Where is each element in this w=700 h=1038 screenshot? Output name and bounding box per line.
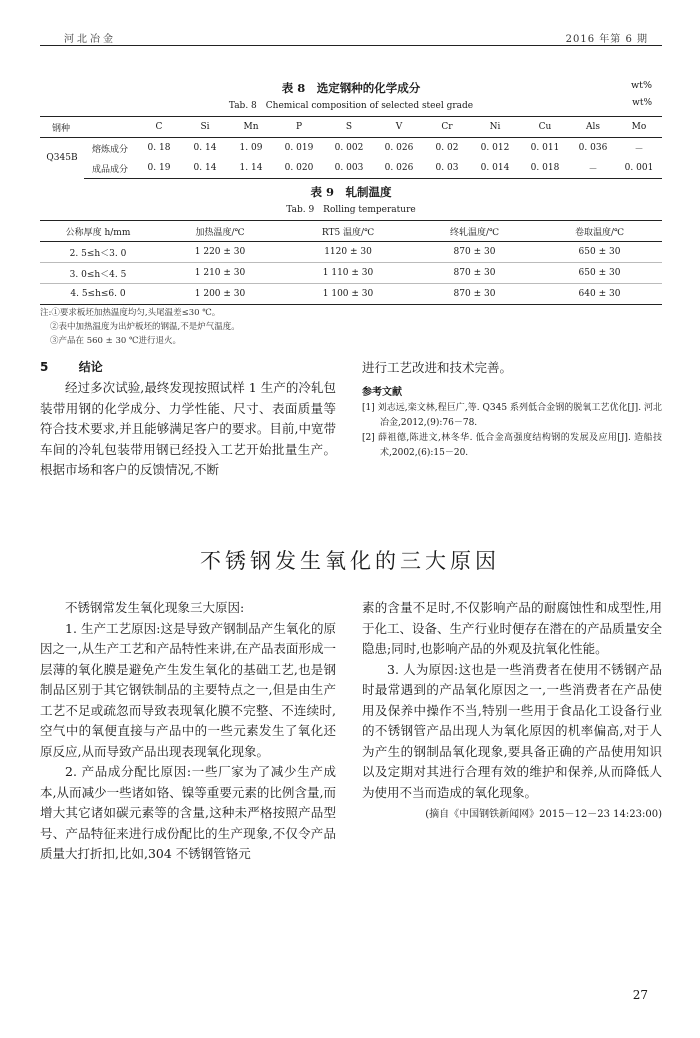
- table8-col-si: Si: [182, 117, 228, 138]
- table8-caption-en: Tab. 8 Chemical composition of selected steel grade: [228, 101, 474, 111]
- table-cell: 0. 001: [616, 158, 662, 179]
- table9: [40, 220, 662, 305]
- page-number: 27: [632, 988, 648, 1002]
- table8-unit-en: wt%: [632, 98, 652, 108]
- table8-col-cr: Cr: [424, 117, 470, 138]
- table-note: ②表中加热温度为出炉板坯的钢温,不是炉气温度。: [50, 322, 240, 332]
- table-cell: 0. 002: [334, 143, 364, 153]
- table8-col-cu: Cu: [520, 117, 570, 138]
- table8-col-als: Als: [570, 117, 616, 138]
- table-cell: 870 ± 30: [412, 284, 537, 305]
- table-cell: 0. 014: [470, 158, 520, 179]
- table-cell: 0. 018: [520, 158, 570, 179]
- table8-col-mn: Mn: [228, 117, 274, 138]
- table-cell: 1. 09: [239, 143, 263, 153]
- table9-col-rt5: RT5 温度/℃: [284, 221, 412, 242]
- table-cell: 0. 18: [147, 143, 171, 153]
- references-heading: 参考文献: [362, 386, 402, 398]
- table8-unit-cn: wt%: [631, 80, 652, 91]
- table-cell: 0. 026: [384, 143, 414, 153]
- article-paragraph: 素的含量不足时,不仅影响产品的耐腐蚀性和成型性,用于化工、设备、生产行业时便存在潜在的产品质量安全隐患;同时,也影响产品的外观及抗氧化性能。: [362, 600, 663, 656]
- table8-caption-cn: 表 8 选定钢种的化学成分: [281, 81, 421, 95]
- table9-col-thickness: 公称厚度 h/mm: [40, 221, 156, 242]
- table-cell: 成品成分: [84, 158, 136, 179]
- article-paragraph: 3. 人为原因:这也是一些消费者在使用不锈钢产品时最常遇到的产品氧化原因之一,一些消费者在产品使用及保养中操作不当,特别一些用于食品化工设备行业的不锈钢管产品出现人为氧化原因的机率偏高,对于人为产生的钢制品氧化现象,要具备正确的产品使用知识以及定期对其进行合理有效的维护和保养,从而降低人为使用不当而造成的氧化现象。: [362, 661, 662, 800]
- article-right-column: [362, 598, 662, 820]
- table-cell: 0. 03: [424, 158, 470, 179]
- table9-col-coiling: 卷取温度/℃: [537, 221, 662, 242]
- table-row: [40, 263, 662, 284]
- table-cell: 0. 026: [374, 158, 424, 179]
- table8-grade-cell: Q345B: [46, 153, 78, 164]
- table8-col-s: S: [324, 117, 374, 138]
- reference-item: [2] 薛祖德,陈进文,林冬华. 低合金高强度结构钢的发展及应用[J]. 造船技术,2002,(6):15－20.: [362, 432, 662, 458]
- table8: [40, 116, 662, 179]
- table8-col-p: P: [274, 117, 324, 138]
- table-cell: 0. 02: [435, 143, 459, 153]
- table9-header-row: [40, 221, 662, 242]
- table8-col-ni: Ni: [470, 117, 520, 138]
- reference-item: [1] 刘志远,栾文林,程巨广,等. Q345 系列低合金钢的脱氧工艺优化[J]. 河北冶金,2012,(9):76－78.: [362, 402, 662, 428]
- table-cell: 0. 036: [578, 143, 608, 153]
- article-paragraph: 1. 生产工艺原因:这是导致产钢制品产生氧化的原因之一,从生产工艺和产品特性来讲,在产品表面形成一层薄的氧化膜是避免产生发生氧化的基础工艺,也是钢制品区别于其它钢铁制品的主要特点之一,但是由生产工艺不足或疏忽而导致表现氧化膜不完整、不连续时,空气中的氧便直接与产品中的一些元素发生了氧化还原反应,从而导致产品出现表现氧化现象。: [40, 620, 336, 759]
- table9-col-heating: 加热温度/℃: [156, 221, 284, 242]
- table-cell: 1 110 ± 30: [284, 263, 412, 284]
- table-cell: 640 ± 30: [537, 284, 662, 305]
- table-cell: 870 ± 30: [412, 242, 537, 263]
- table-cell: 1 220 ± 30: [156, 242, 284, 263]
- table-cell: 1 100 ± 30: [284, 284, 412, 305]
- table-cell: 熔炼成分: [91, 144, 128, 155]
- table8-col-grade: 钢种: [40, 117, 136, 138]
- table-cell: 0. 019: [284, 143, 314, 153]
- article-source: (摘自《中国钢铁新闻网》2015－12－23 14:23:00): [425, 809, 662, 820]
- table-cell: －: [634, 144, 644, 155]
- table-cell: 650 ± 30: [537, 242, 662, 263]
- table8-header-row: [40, 117, 662, 138]
- table9-caption-en: Tab. 9 Rolling temperature: [286, 205, 416, 215]
- table8-col-v: V: [374, 117, 424, 138]
- section-title: 结论: [78, 360, 103, 374]
- table-cell: 1. 14: [228, 158, 274, 179]
- table9-col-finish: 终轧温度/℃: [412, 221, 537, 242]
- table-cell: 2. 5≤h＜3. 0: [40, 242, 156, 263]
- table-row: [40, 138, 662, 159]
- table-cell: 1 200 ± 30: [156, 284, 284, 305]
- table-notes: [40, 306, 240, 348]
- header-rule: [40, 45, 662, 46]
- table-cell: 4. 5≤h≤6. 0: [40, 284, 156, 305]
- table-cell: 1 210 ± 30: [156, 263, 284, 284]
- table-note: 注:①要求板坯加热温度均匀,头尾温差≤30 ℃。: [40, 308, 221, 318]
- article-title: 不锈钢发生氧化的三大原因: [200, 549, 500, 573]
- table-cell: －: [570, 158, 616, 179]
- table-row: [40, 158, 662, 179]
- table-cell: 0. 011: [530, 143, 560, 153]
- table8-col-c: C: [136, 117, 182, 138]
- article-paragraph: 不锈钢常发生氧化现象三大原因:: [65, 600, 245, 615]
- references-column: [362, 358, 662, 461]
- table-row: [40, 284, 662, 305]
- table8-col-mo: Mo: [616, 117, 662, 138]
- article-paragraph: 2. 产品成分配比原因:一些厂家为了减少生产成本,从而减少一些诸如铬、镍等重要元素的比例含量,而增大其它诸如碳元素等的含量,这种未严格按照产品型号、产品特征来进行成份配比的生产现象,不仅令产品质量大打折扣,比如,304 不锈钢管铬元: [40, 764, 336, 861]
- table-cell: 650 ± 30: [537, 263, 662, 284]
- table-cell: 0. 19: [136, 158, 182, 179]
- table-cell: 0. 020: [274, 158, 324, 179]
- journal-name: 河北冶金: [64, 34, 116, 45]
- table-cell: 1120 ± 30: [284, 242, 412, 263]
- section-number: 5: [40, 360, 49, 374]
- conclusion-section: [40, 358, 336, 481]
- conclusion-paragraph: 经过多次试验,最终发现按照试样 1 生产的冷轧包装带用钢的化学成分、力学性能、尺寸、表面质量等符合技术要求,并且能够满足客户的要求。目前,中宽带车间的冷轧包装带用钢已经投入工艺开始批量生产。根据市场和客户的反馈情况,不断: [40, 380, 336, 477]
- article-left-column: [40, 598, 336, 865]
- issue-label: 2016 年第 6 期: [565, 34, 648, 45]
- table-cell: 0. 003: [324, 158, 374, 179]
- table-cell: 0. 012: [480, 143, 510, 153]
- table9-caption-cn: 表 9 轧制温度: [310, 185, 392, 199]
- table-note: ③产品在 560 ± 30 ℃进行退火。: [50, 336, 181, 346]
- table-row: [40, 242, 662, 263]
- table-cell: 3. 0≤h＜4. 5: [40, 263, 156, 284]
- table-cell: 870 ± 30: [412, 263, 537, 284]
- table-cell: 0. 14: [182, 158, 228, 179]
- table-cell: 0. 14: [193, 143, 217, 153]
- section-heading: [40, 358, 336, 375]
- conclusion-continuation: 进行工艺改进和技术完善。: [362, 360, 513, 375]
